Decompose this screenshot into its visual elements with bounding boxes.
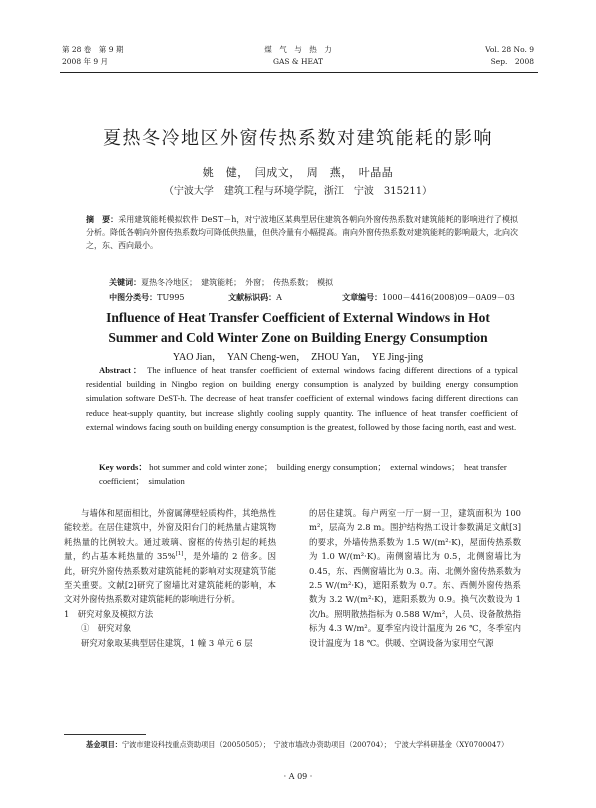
en-keywords: Key words： hot summer and cold winter zone； building energy consumption； external windows； heat transfer coefficient； simulation bbox=[99, 462, 507, 487]
page-number: · A 09 · bbox=[283, 772, 313, 781]
cn-classification: 中图分类号：TU995 bbox=[109, 292, 185, 302]
cn-article-number: 文章编号：1000－4416(2008)09－0A09－03 bbox=[342, 292, 515, 302]
paragraph-intro: 与墙体和屋面相比，外窗属薄壁轻质构件，其绝热性能较差。在居住建筑中，外窗及阳台门的耗热量占建筑物耗热量的比例较大。通过玻璃、窗框的传热引起的耗热量，约占基本耗热量的 35%[1]，是外墙的 2 倍多。因此，研究外窗传热系数对建筑能耗的影响对实现建筑节能至关重要。文献[2]研究了窗墙比对建筑能耗的影响，本文对外窗传热系数对建筑能耗的影响进行分析。 bbox=[64, 508, 277, 605]
footnote-divider bbox=[64, 734, 146, 735]
paragraph-building-params: 的居住建筑。每户两室一厅一厨一卫，建筑面积为 100 m²，层高为 2.8 m。围护结构热工设计参数满足文献[3]的要求，外墙传热系数为 1.5 W/(m²·K)，屋面传热系数为 1.0 W/(m²·K)。南侧窗墙比为 0.5，北侧窗墙比为 0.45，东、西侧窗墙比为 0.3。南、北侧外窗传热系数为 2.5 W/(m²·K)，遮阳系数为 0.7。东、西侧外窗传热系数为 3.2 W/(m²·K)，遮阳系数为 0.9。换气次数设为 1 次/h。照明散热指标为 0.588 W/m²，人员、设备散热指标为 4.3 W/m²。夏季室内设计温度为 26 ℃，冬季室内设计温度为 18 ℃。供暖、空调设备为家用空气源 bbox=[309, 508, 521, 648]
cn-affiliation: （宁波大学 建筑工程与环境学院，浙江 宁波 315211） bbox=[163, 186, 433, 197]
footnote-funding: 基金项目：宁波市建设科技重点资助项目（20050505）； 宁波市墙改办资助项目（200704）； 宁波大学科研基金（XY0700047） bbox=[86, 740, 509, 749]
citation-ref: [1] bbox=[175, 551, 184, 558]
body-left-column bbox=[64, 506, 276, 650]
en-abstract bbox=[86, 363, 518, 434]
header-divider bbox=[60, 72, 538, 73]
cn-doc-code: 文献标识码：A bbox=[228, 292, 282, 302]
cn-abstract bbox=[86, 213, 518, 252]
cn-title: 夏热冬冷地区外窗传热系数对建筑能耗的影响 bbox=[103, 128, 493, 149]
paragraph-object: 研究对象取某典型居住建筑，1 幢 3 单元 6 层 bbox=[81, 637, 253, 648]
cn-authors: 姚 健， 闫成文， 周 燕， 叶晶晶 bbox=[202, 166, 394, 179]
section-heading: 1 研究对象及模拟方法 bbox=[64, 608, 154, 619]
cn-keywords: 关键词：夏热冬冷地区； 建筑能耗； 外窗； 传热系数； 模拟 bbox=[109, 277, 334, 287]
en-abstract-text: The influence of heat transfer coefficient of external windows facing different directions of a typical residential building in Ningbo region on building energy consumption is analyzed by building energy consumption simulation software DeST-h. The decrease of heat transfer coefficient of external windows facing different directions can reduce heat-supply quantity, but increase slightly cooling supply quantity. The influence of heat transfer coefficient of external windows facing south on building energy consumption is the greatest, followed by those facing north, east and west. bbox=[86, 365, 518, 432]
subsection-heading: ① 研究对象 bbox=[81, 623, 132, 634]
body-right-column bbox=[309, 506, 521, 650]
en-title: Influence of Heat Transfer Coefficient of External Windows in Hot Summer and Cold Winter Zone on Building Energy Consumption bbox=[106, 310, 490, 345]
header-volume-issue: 第 28 卷 第 9 期 2008 年 9 月 bbox=[62, 45, 124, 66]
header-volume-date-en: Vol. 28 No. 9 Sep. 2008 bbox=[485, 45, 534, 66]
header-journal-name: 煤 气 与 热 力 GAS & HEAT bbox=[264, 45, 332, 66]
cn-abstract-label: 摘 要： bbox=[86, 214, 119, 224]
en-authors: YAO Jian， YAN Cheng-wen， ZHOU Yan， YE Jing-jing bbox=[172, 352, 424, 363]
en-abstract-label: Abstract： bbox=[99, 365, 144, 375]
cn-abstract-text: 采用建筑能耗模拟软件 DeST－h，对宁波地区某典型居住建筑各朝向外窗传热系数对建筑能耗的影响进行了模拟分析。降低各朝向外窗传热系数均可降低供热量，但供冷量有小幅提高。南向外窗传热系数对建筑能耗的影响最大，北向次之，东、西向最小。 bbox=[86, 215, 518, 250]
